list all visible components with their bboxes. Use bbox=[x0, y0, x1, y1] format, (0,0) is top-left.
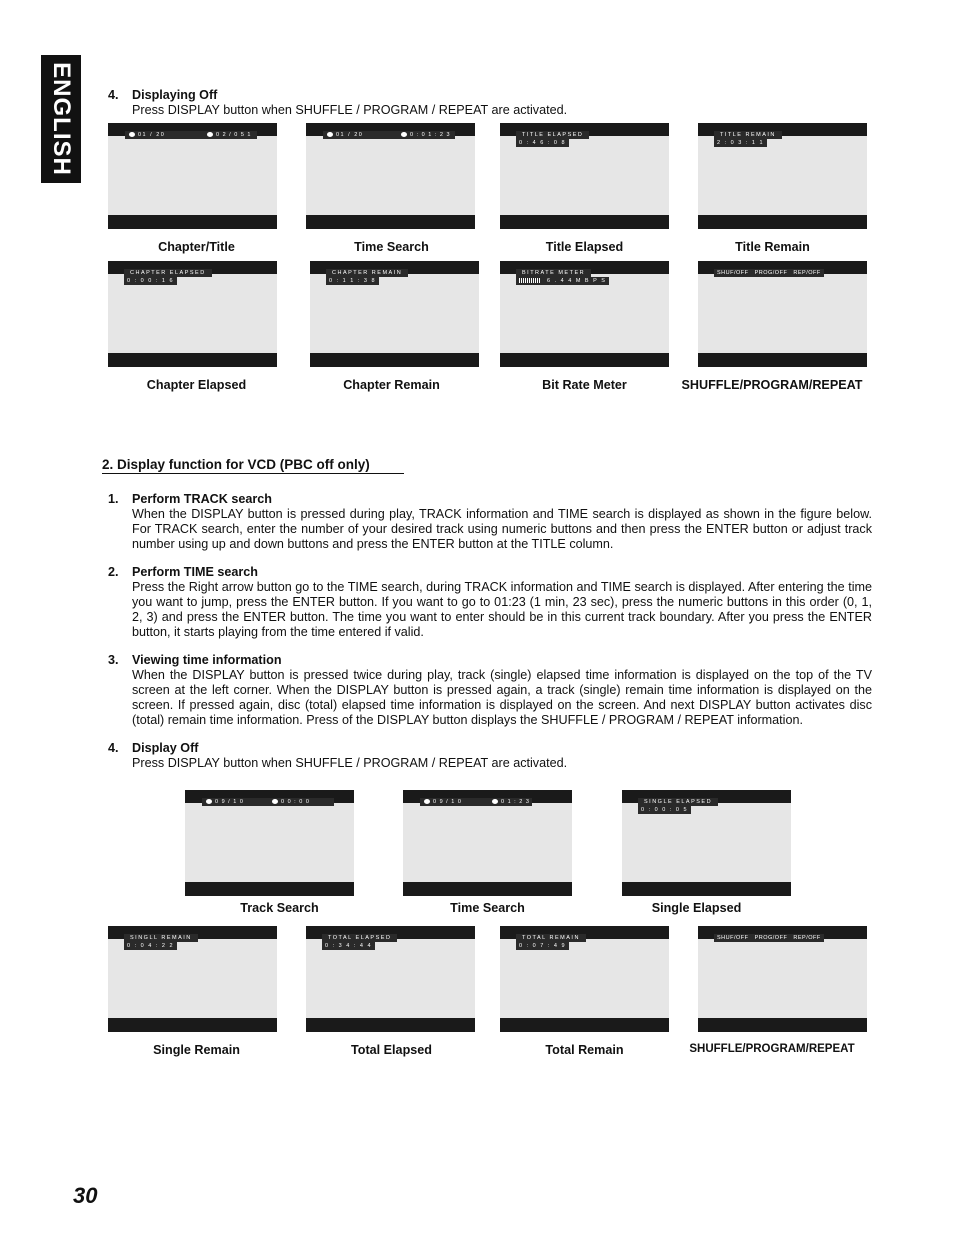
osd-screen-chapter-elapsed: CHAPTER ELAPSED 0 : 0 0 : 1 6 bbox=[108, 261, 277, 367]
step-heading: Displaying Off bbox=[132, 88, 218, 102]
page-number: 30 bbox=[73, 1183, 98, 1208]
caption: Chapter Remain bbox=[343, 378, 440, 392]
osd-screen-single-elapsed: SINGLE ELAPSED 0 : 0 0 : 0 5 bbox=[622, 790, 791, 896]
step-time-search: 2. Perform TIME search Press the Right arrow button go to the TIME search, during TRACK information and TIME search is displayed. After entering the time you want to jump, press the ENTER button. If you want to go to 01:23 (1 min, 23 sec), press the numeric buttons in this order (0, 1, 2, 3) and press the ENTER button. The time you want to enter should be in this current track boundary. After you press the ENTER button, it starts playing from the time entered if valid. bbox=[108, 565, 872, 639]
section-title: 2. Display function for VCD (PBC off only) bbox=[102, 457, 404, 474]
step-body: Press DISPLAY button when SHUFFLE / PROGRAM / REPEAT are activated. bbox=[132, 103, 568, 117]
caption: Single Remain bbox=[153, 1043, 240, 1057]
caption: Chapter/Title bbox=[158, 240, 235, 254]
osd-screen-chapter-title: 01 / 20 0 2 / 0 5 1 bbox=[108, 123, 277, 229]
osd-screen-single-remain: SINGLL REMAIN 0 : 0 4 : 2 2 bbox=[108, 926, 277, 1032]
osd-screen-total-remain: TOTAL REMAIN 0 : 0 7 : 4 9 bbox=[500, 926, 669, 1032]
language-label: ENGLISH bbox=[48, 62, 75, 176]
caption: Track Search bbox=[240, 901, 319, 915]
osd-screen-shuffle-program-repeat-vcd: SHUF/OFF PROG/OFF REP/OFF bbox=[698, 926, 867, 1032]
caption: SHUFFLE/PROGRAM/REPEAT bbox=[689, 1043, 855, 1055]
caption: SHUFFLE/PROGRAM/REPEAT bbox=[681, 378, 863, 392]
caption: Time Search bbox=[354, 240, 429, 254]
osd-screen-chapter-remain: CHAPTER REMAIN 0 : 1 1 : 3 8 bbox=[310, 261, 479, 367]
step-display-off: 4. Display Off Press DISPLAY button when SHUFFLE / PROGRAM / REPEAT are activated. bbox=[108, 741, 568, 770]
step-number: 4. bbox=[108, 88, 119, 102]
osd-screen-total-elapsed: TOTAL ELAPSED 0 : 3 4 : 4 4 bbox=[306, 926, 475, 1032]
bitrate-meter-icon bbox=[519, 278, 541, 283]
caption: Time Search bbox=[450, 901, 525, 915]
caption: Title Remain bbox=[735, 240, 810, 254]
osd-screen-time-search-vcd: 0 9 / 1 0 0 1 : 2 3 bbox=[403, 790, 572, 896]
caption: Total Elapsed bbox=[351, 1043, 432, 1057]
caption: Bit Rate Meter bbox=[542, 378, 627, 392]
osd-screen-shuffle-program-repeat: SHUF/OFF PROG/OFF REP/OFF bbox=[698, 261, 867, 367]
caption: Single Elapsed bbox=[651, 901, 742, 915]
osd-screen-title-remain: TITLE REMAIN 2 : 0 3 : 1 1 bbox=[698, 123, 867, 229]
osd-screen-track-search: 0 9 / 1 0 0 0 : 0 0 bbox=[185, 790, 354, 896]
step-track-search: 1. Perform TRACK search When the DISPLAY button is pressed during play, TRACK information and TIME search is displayed as shown in the figure below. For TRACK search, enter the number of your desired track using numeric buttons and then press the ENTER button or adjust track number using up and down buttons and press the ENTER button at the TITLE column. bbox=[108, 492, 872, 551]
osd-screen-bit-rate-meter: BITRATE METER 6 . 4 4 M B P S bbox=[500, 261, 669, 367]
osd-screen-title-elapsed: TITLE ELAPSED 0 : 4 6 : 0 8 bbox=[500, 123, 669, 229]
language-tab bbox=[41, 55, 81, 183]
osd-screen-time-search: 01 / 20 0 : 0 1 : 2 3 bbox=[306, 123, 475, 229]
step-viewing-time: 3. Viewing time information When the DISPLAY button is pressed twice during play, track (single) elapsed time information is displayed on the top of the TV screen at the left corner. When the DISPLAY button is pressed again, a track (single) remain time information is displayed on the screen. If pressed again, disc (total) elapsed time information is displayed on the screen. And next DISPLAY button activates disc (total) remain time information. Press of the DISPLAY button displays the SHUFFLE / PROGRAM / REPEAT information. bbox=[108, 653, 872, 727]
top-step bbox=[108, 88, 872, 118]
caption: Title Elapsed bbox=[545, 240, 624, 254]
caption: Total Remain bbox=[545, 1043, 624, 1057]
caption: Chapter Elapsed bbox=[146, 378, 247, 392]
